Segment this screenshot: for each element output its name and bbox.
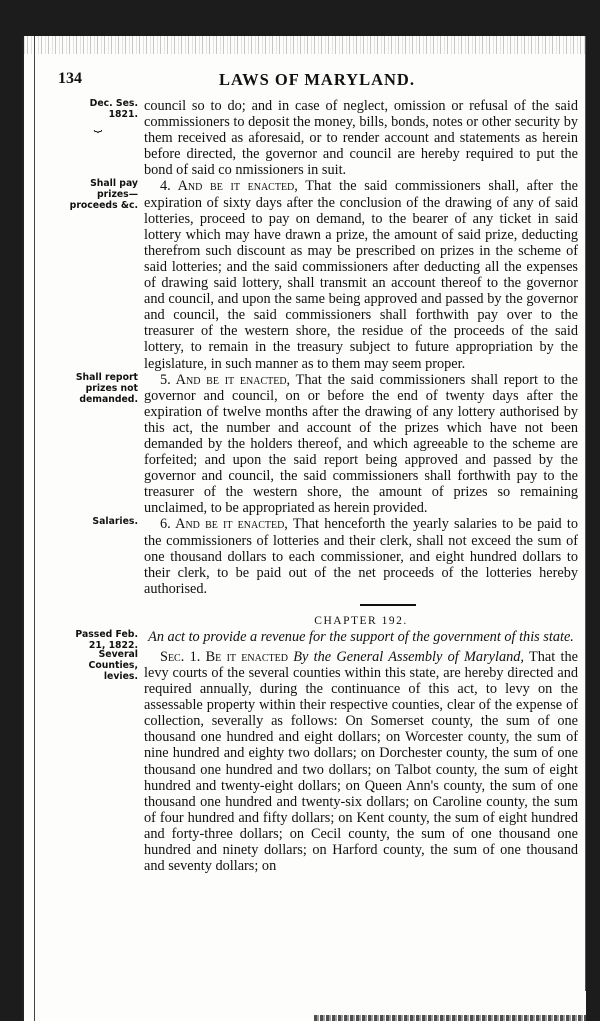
section-body: That henceforth the yearly salaries to be paid to the commissioners of lotteries and their clerk, shall not exceed the sum of one thousand dollars to each commissioner, and eight hundred dollars to their clerk, to be paid out of the net proceeds of the lotteries hereby authorised. xyxy=(144,516,578,597)
document-page xyxy=(22,36,586,1021)
section-lead: 6. And be it enacted, xyxy=(160,516,288,533)
margin-note-shall-report: Shall report prizes not demanded. xyxy=(75,371,138,405)
section-lead: 5. And be it enacted, xyxy=(160,371,291,388)
section-6 xyxy=(58,516,578,596)
section-4-text xyxy=(144,178,578,371)
section-6-text xyxy=(144,516,578,596)
gutter-rule xyxy=(34,36,35,1021)
section-body: That the said commissioners shall report to the governor and council, on or before the end of twenty days after the expiration of twelve months after the drawing of any lottery authorised by this act, the number and account of the prizes which have not been demanded by the holders thereof, and which agreeable to the scheme are forfeited; and upon the said report being approved and passed by the governor and council, the said commissioners shall forthwith pay to the treasurer of the western shore, the amount of prizes so remaining unclaimed, to be appropriated as herein provided. xyxy=(144,371,578,517)
section-body: That the said commissioners shall, after the expiration of sixty days after the conclusion of the drawing of any of said lotteries, proceed to pay on demand, to the bearer of any ticket in said lottery which may have drawn a prize, the amount of said prize, deducting therefrom such discount as may be prescribed on prizes in the scheme of said lotteries; and the said commissioners after deducting all the expenses of drawing said lottery, shall transmit an account thereof to the governor and council, and upon the same being approved and passed by the governor and council, the said commissioners shall forthwith pay over to the treasurer of the western shore, the residue of the proceeds of the said lottery, to remain in the treasury subject to future appropriation by the legislature, in such manner as to them may seem proper. xyxy=(144,178,578,372)
act-title: An act to provide a revenue for the support of the government of this state. xyxy=(148,628,574,645)
chapter-title-row xyxy=(58,628,578,651)
section-1 xyxy=(58,649,578,874)
section-lead: Sec. 1. Be it enacted xyxy=(160,648,288,665)
margin-note-text: Dec. Ses. 1821. xyxy=(89,98,138,120)
margin-note-session xyxy=(58,98,138,133)
margin-note-county-levies: Several Counties, levies. xyxy=(88,648,138,682)
running-title: LAWS OF MARYLAND. xyxy=(219,70,415,89)
brace-icon: ⏟ xyxy=(93,117,103,133)
scan-noise-bottom xyxy=(314,1015,586,1021)
page-header xyxy=(58,70,576,90)
scan-noise-top xyxy=(24,36,586,54)
paragraph-text: council so to do; and in case of neglect, omission or refusal of the said commissioners to deposit the money, bills, bonds, notes or other security by them received as aforesaid, or to render account and statements as herein before directed, the governor and council are hereby required to put the bond of said co nmissioners in suit. xyxy=(144,98,578,179)
margin-note-salaries: Salaries. xyxy=(92,516,138,528)
section-lead-italic: By the General Assembly of Maryland, xyxy=(287,648,524,665)
section-1-text xyxy=(144,649,578,874)
page-body xyxy=(58,98,578,874)
section-4 xyxy=(58,178,578,371)
margin-note-passed: Passed Feb. 21, 1822. xyxy=(75,628,138,651)
section-body: That the levy courts of the several counties within this state, are hereby directed and required annually, during the continuance of this act, to levy on the assessable property within their respective counties, clear of the expense of collection, severally as follows: On Somerset county, the sum of one thousand one hundred and eight dollars; on Worcester county, the sum of nine hundred and eighty two dollars; on Dorchester county, the sum of one thousand one hundred and two dollars; on Talbot county, the sum of eight hundred and twenty-eight dollars; on Queen Ann's county, the sum of one thousand one hundred and twenty-six dollars; on Caroline county, the sum of four hundred and fifty dollars; on Kent county, the sum of eight hundred and forty-three dollars; on Cecil county, the sum of one thousand one hundred and ninety dollars; on Harford county, the sum of one thousand and seventy dollars; on xyxy=(144,648,578,875)
chapter-divider xyxy=(360,604,416,606)
chapter-heading: CHAPTER 192. xyxy=(314,614,408,627)
margin-note-shall-pay: Shall pay prizes—proceeds &c. xyxy=(69,178,138,212)
paragraph-continuation xyxy=(58,98,578,178)
page-number: 134 xyxy=(58,70,82,87)
section-5-text xyxy=(144,372,578,517)
section-lead: 4. And be it enacted, xyxy=(160,178,298,195)
right-edge-rule xyxy=(585,36,586,991)
section-5 xyxy=(58,372,578,517)
